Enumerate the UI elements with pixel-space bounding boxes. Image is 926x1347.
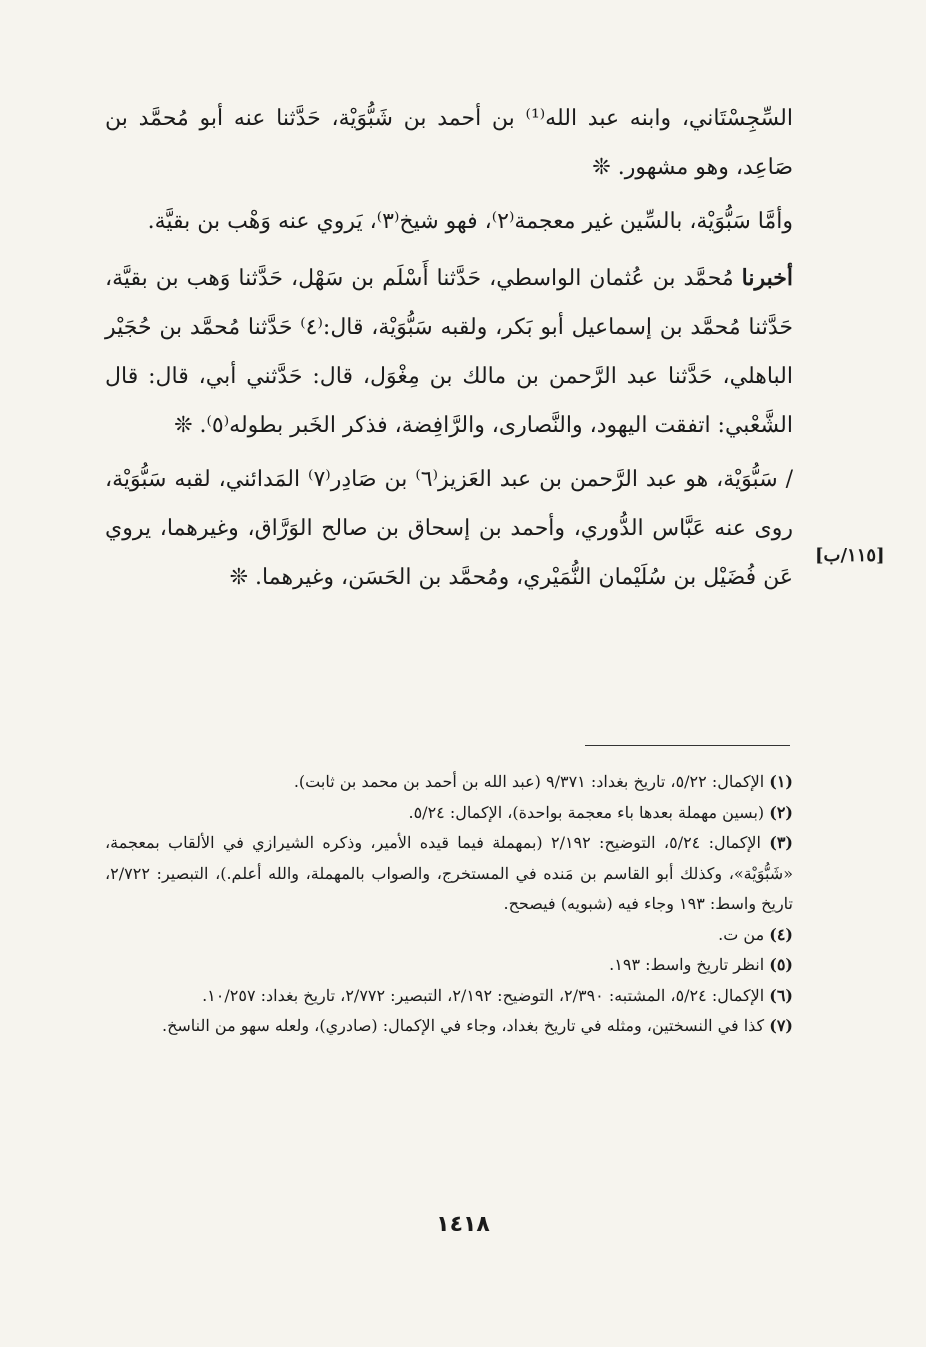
paragraph-4 [105,455,793,602]
footnote-1 [105,767,793,798]
paragraph-lead: أخبرنا [741,265,793,291]
footnotes [105,767,793,1042]
footnote-number: (٤) [769,924,793,944]
footnote-6 [105,981,793,1012]
paragraph-text: مُحمَّد بن عُثمان الواسطي، حَدَّثنا أَسْلَم بن سَهْل، حَدَّثنا وَهب بن بقيَّة، حَدَّثنا مُحمَّد بن إسماعيل أبو بَكر، ولقبه سَبُّوَيْة، قال:⁽٤⁾ حَدَّثنا مُحمَّد بن حُجَيْر الباهلي، حَدَّثنا عبد الرَّحمن بن مالك بن مِغْوَل، قال: حَدَّثني أبي، قال: قال الشَّعْبي: اتفقت اليهود، والنَّصارى، والرَّافِضة، فذكر الخَبر بطوله⁽٥⁾. ❊ [105,266,793,438]
paragraph-text: السِّجِسْتَاني، وابنه عبد الله⁽¹⁾ بن أحمد بن شَبُّوَيْة، حَدَّثنا عنه أبو مُحمَّد بن صَاعِد، وهو مشهور. ❊ [105,106,793,180]
footnote-number: (٣) [769,833,793,852]
footnote-separator [585,745,790,746]
page-number: ١٤١٨ [436,1212,490,1237]
paragraph-1 [105,94,793,192]
paragraph-2 [105,197,793,246]
paragraph-text: / سَبُّوَيْة، هو عبد الرَّحمن بن عبد العَزيز⁽٦⁾ بن صَادِر⁽٧⁾ المَدائني، لقبه سَبُّوَيْة، روى عنه عَبَّاس الدُّوري، وأحمد بن إسحاق بن صالح الوَرَّاق، وغيرهما، يروي عَن فُضَيْل بن سُلَيْمان النُّمَيْري، ومُحمَّد بن الحَسَن، وغيرهما. ❊ [105,467,794,590]
footnote-7 [105,1011,793,1042]
footnote-2 [105,798,793,829]
main-text [105,94,793,602]
footnote-number: (١) [769,772,793,791]
footnote-number: (٢) [769,802,793,822]
folio-margin-note: [١١٥/ب] [815,545,885,566]
footnote-text: كذا في النسختين، ومثله في تاريخ بغداد، وجاء في الإكمال: (صادري)، ولعله سهو من الناسخ. [161,1016,765,1035]
footnote-3 [105,828,793,920]
footnote-text: الإكمال: ٥/٢٤، التوضيح: ٢/١٩٢ (بمهملة فيما قيده الأمير، وذكره الشيرازي في الألقاب بمعجمة، «شَبُّوَيْة»، وكذلك أبو القاسم بن مَنده في المستخرج، والصواب بالمهملة، والله أعلم.)، التبصير: ٢/٧٢٢، تاريخ واسط: ١٩٣ وجاء فيه (شبويه) فيصحح. [105,833,793,913]
footnote-text: الإكمال: ٥/٢٤، المشتبه: ٢/٣٩٠، التوضيح: ٢/١٩٢، التبصير: ٢/٧٧٢، تاريخ بغداد: ١٠/٢٥٧. [202,985,765,1005]
footnote-text: انظر تاريخ واسط: ١٩٣. [609,955,765,974]
footnote-number: (٧) [769,1016,793,1035]
paragraph-3 [105,254,793,450]
footnote-number: (٦) [769,985,793,1005]
footnote-5 [105,950,793,981]
footnote-text: الإكمال: ٥/٢٢، تاريخ بغداد: ٩/٣٧١ (عبد الله بن أحمد بن محمد بن ثابت). [293,772,765,791]
footnote-number: (٥) [769,955,793,974]
footnote-4 [105,920,793,951]
footnote-text: (بسين مهملة بعدها باء معجمة بواحدة)، الإكمال: ٥/٢٤. [408,802,765,822]
paragraph-text: وأمَّا سَبُّوَيْة، بالسِّين غير معجمة⁽٢⁾، فهو شيخ⁽٣⁾، يَروي عنه وَهْب بن بقيَّة. [147,209,793,234]
footnote-text: من ت. [718,924,765,944]
